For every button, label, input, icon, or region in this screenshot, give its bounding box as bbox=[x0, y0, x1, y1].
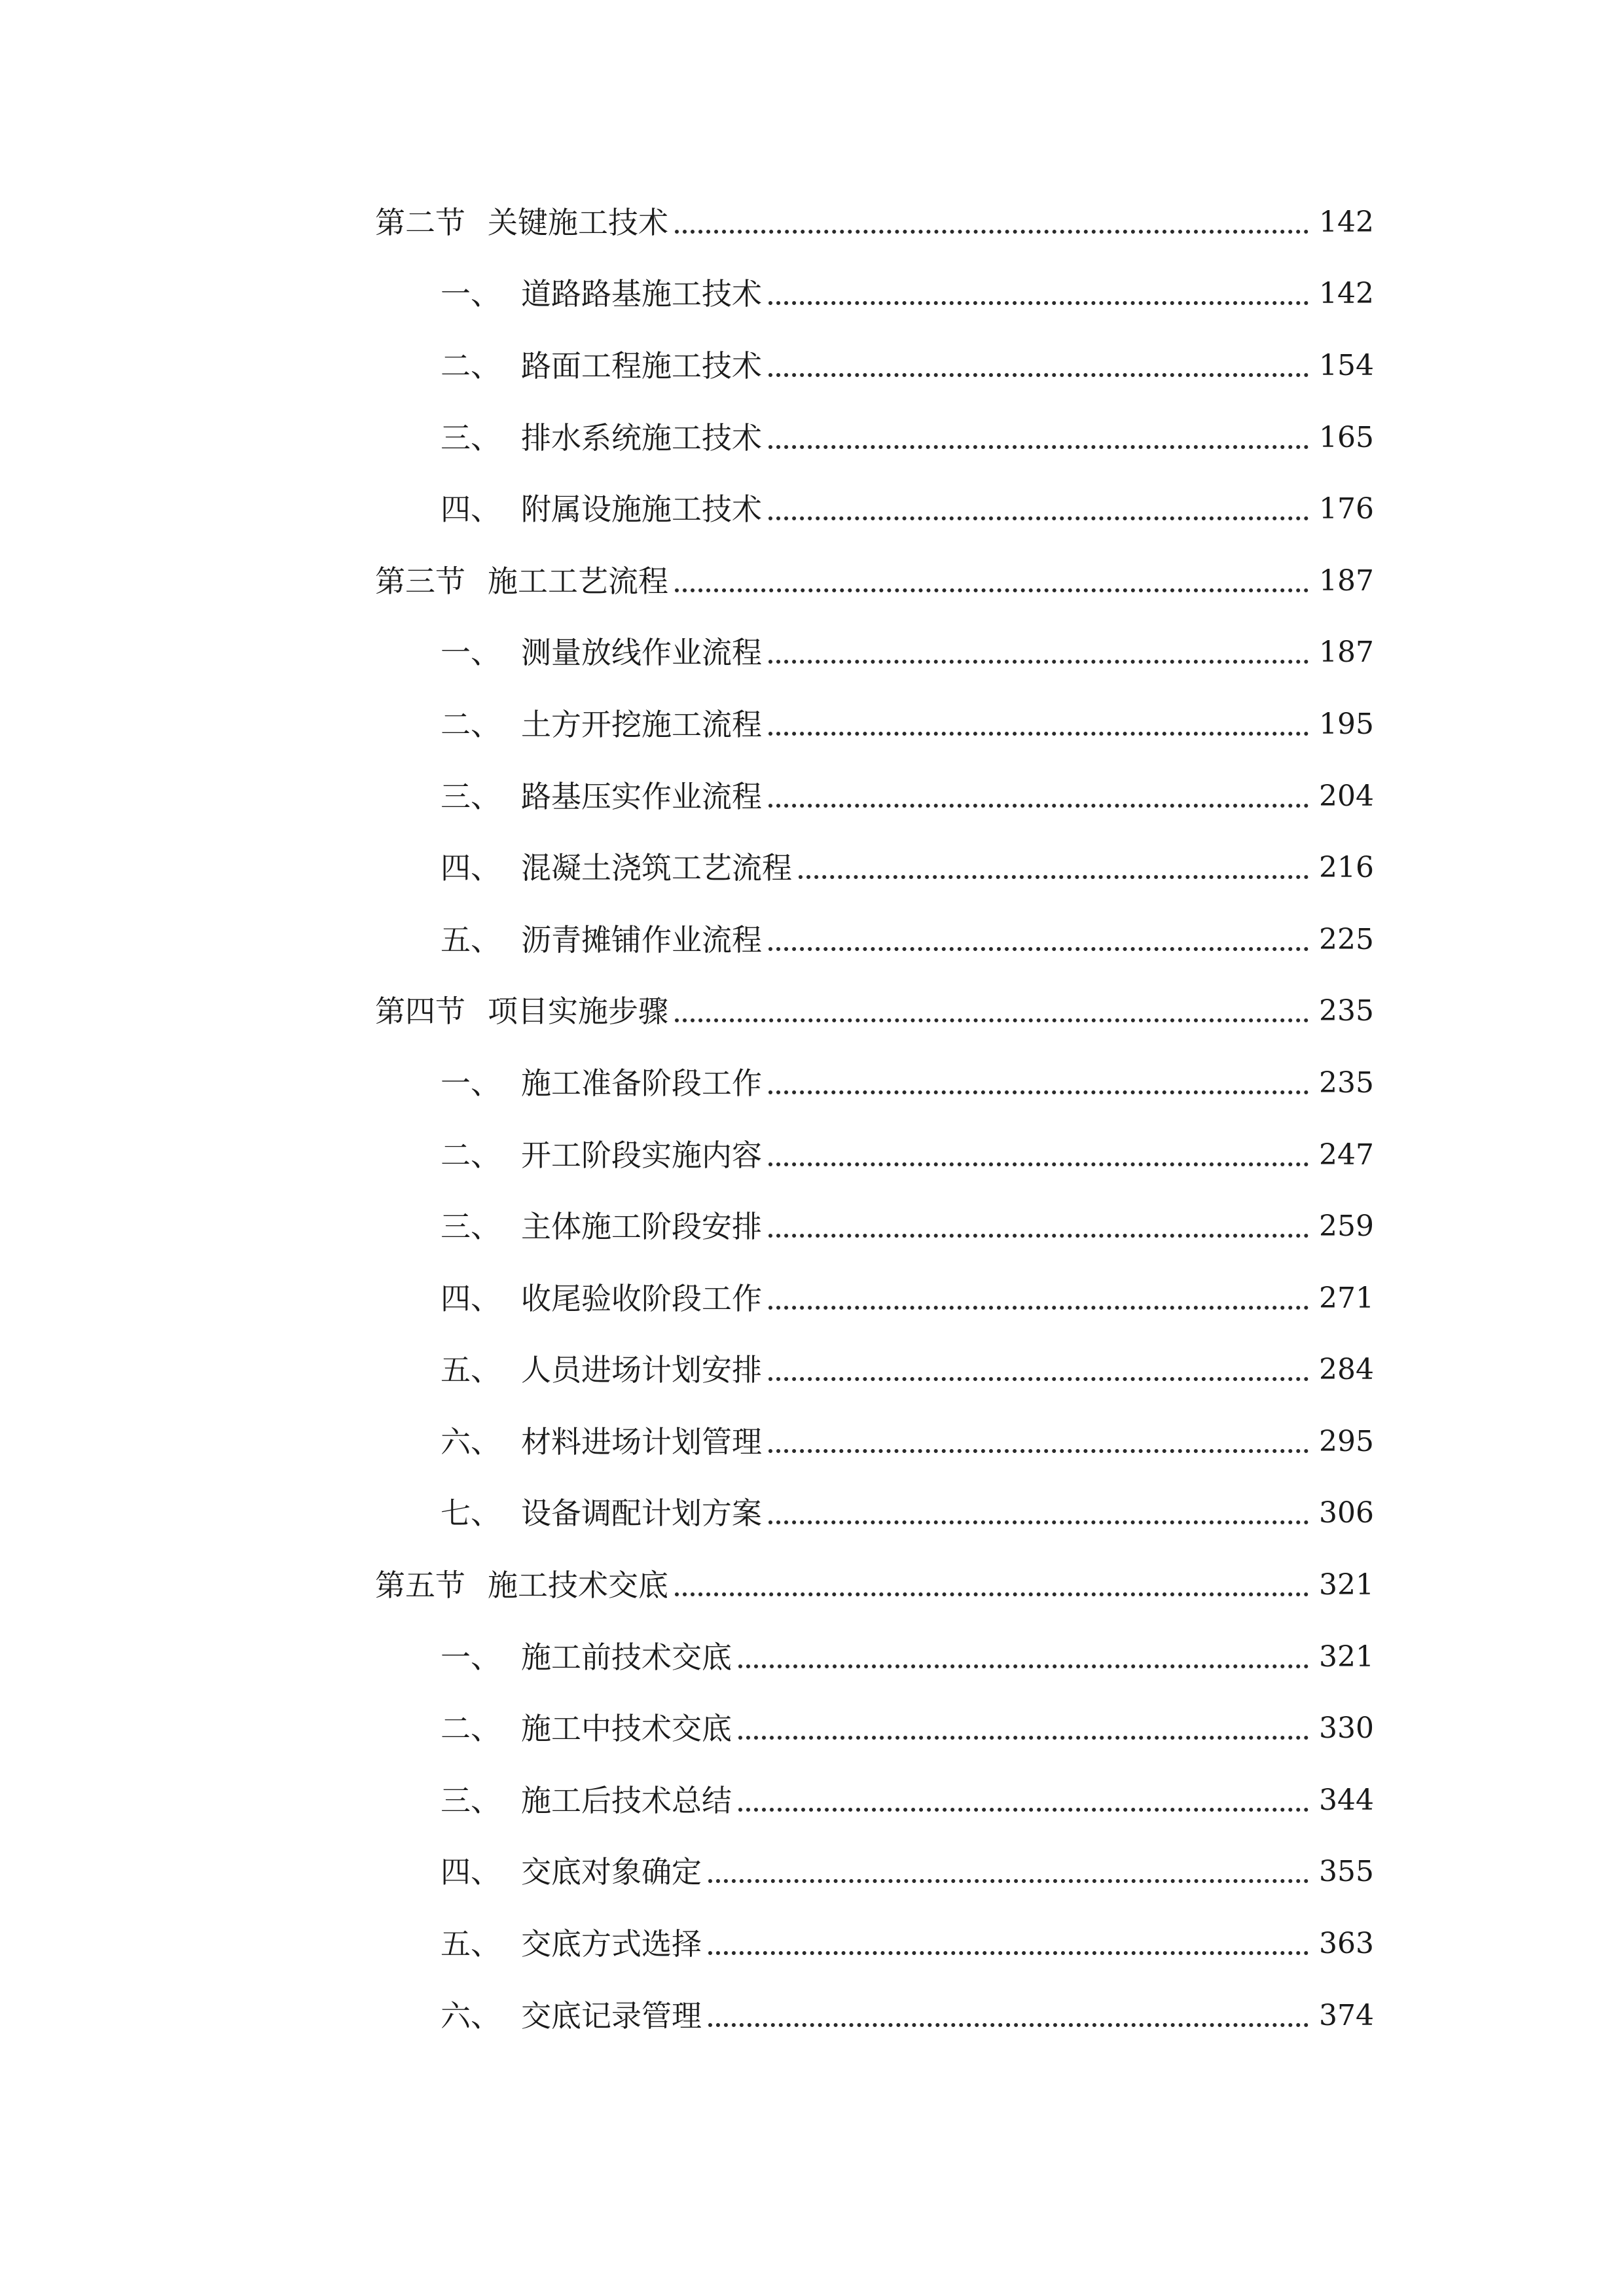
toc-entry-title: 土方开挖施工流程 bbox=[521, 709, 766, 740]
toc-entry-title: 开工阶段实施内容 bbox=[521, 1140, 766, 1170]
toc-entry-number: 二、 bbox=[441, 706, 501, 742]
toc-section-entry[interactable] bbox=[375, 187, 1374, 259]
toc-entry-title: 道路路基施工技术 bbox=[521, 279, 766, 309]
toc-subsection-entry[interactable] bbox=[375, 1478, 1374, 1550]
toc-entry-title: 路面工程施工技术 bbox=[521, 351, 766, 381]
toc-page-number: 142 bbox=[1319, 205, 1374, 239]
toc-entry-title: 施工中技术交底 bbox=[521, 1713, 736, 1744]
toc-entry-title: 排水系统施工技术 bbox=[521, 423, 766, 453]
toc-subsection-entry[interactable] bbox=[375, 259, 1374, 331]
toc-dot-leader bbox=[768, 445, 1308, 449]
toc-subsection-entry[interactable] bbox=[375, 473, 1374, 545]
toc-dot-leader bbox=[768, 301, 1308, 305]
toc-page-number: 142 bbox=[1319, 277, 1374, 311]
toc-page-number: 355 bbox=[1319, 1855, 1374, 1889]
toc-subsection-entry[interactable] bbox=[375, 1191, 1374, 1263]
toc-dot-leader bbox=[675, 230, 1308, 234]
toc-entry-number: 三、 bbox=[441, 420, 501, 456]
toc-entry-title: 主体施工阶段安排 bbox=[521, 1211, 766, 1242]
toc-dot-leader bbox=[768, 1520, 1308, 1524]
toc-subsection-entry[interactable] bbox=[375, 1335, 1374, 1407]
toc-page-number: 204 bbox=[1319, 779, 1374, 813]
toc-subsection-entry[interactable] bbox=[375, 1406, 1374, 1478]
toc-subsection-entry[interactable] bbox=[375, 1908, 1374, 1980]
toc-subsection-entry[interactable] bbox=[375, 1047, 1374, 1119]
toc-page-number: 321 bbox=[1319, 1568, 1374, 1602]
toc-dot-leader bbox=[675, 588, 1308, 592]
toc-entry-number: 二、 bbox=[441, 1137, 501, 1173]
toc-subsection-entry[interactable] bbox=[375, 689, 1374, 761]
toc-entry-title: 项目实施步骤 bbox=[488, 996, 672, 1026]
toc-page-number: 216 bbox=[1319, 851, 1374, 885]
toc-entry-number: 三、 bbox=[441, 1209, 501, 1245]
toc-page-number: 187 bbox=[1319, 636, 1374, 670]
toc-entry-title: 设备调配计划方案 bbox=[521, 1498, 766, 1528]
toc-entry-title: 交底方式选择 bbox=[521, 1929, 706, 1959]
toc-entry-number: 第二节 bbox=[375, 204, 465, 240]
toc-entry-number: 四、 bbox=[441, 492, 501, 528]
toc-page-number: 271 bbox=[1319, 1281, 1374, 1315]
toc-entry-number: 三、 bbox=[441, 778, 501, 814]
toc-page-number: 165 bbox=[1319, 420, 1374, 454]
toc-subsection-entry[interactable] bbox=[375, 402, 1374, 474]
toc-entry-number: 五、 bbox=[441, 1352, 501, 1388]
toc-entry-number: 第三节 bbox=[375, 563, 465, 599]
toc-dot-leader bbox=[799, 875, 1308, 879]
toc-page-number: 344 bbox=[1319, 1783, 1374, 1817]
toc-dot-leader bbox=[768, 1306, 1308, 1310]
toc-subsection-entry[interactable] bbox=[375, 1621, 1374, 1693]
toc-dot-leader bbox=[768, 373, 1308, 377]
toc-entry-number: 一、 bbox=[441, 1639, 501, 1675]
toc-entry-title: 交底记录管理 bbox=[521, 2001, 706, 2031]
toc-dot-leader bbox=[738, 1808, 1308, 1812]
toc-subsection-entry[interactable] bbox=[375, 617, 1374, 689]
toc-page-number: 176 bbox=[1319, 492, 1374, 526]
toc-entry-title: 人员进场计划安排 bbox=[521, 1355, 766, 1385]
toc-dot-leader bbox=[675, 1592, 1308, 1596]
toc-entry-number: 一、 bbox=[441, 1065, 501, 1101]
toc-entry-title: 施工工艺流程 bbox=[488, 566, 672, 596]
toc-entry-number: 五、 bbox=[441, 922, 501, 958]
toc-entry-title: 施工后技术总结 bbox=[521, 1785, 736, 1816]
toc-page-number: 363 bbox=[1319, 1927, 1374, 1961]
toc-entry-number: 第四节 bbox=[375, 994, 465, 1030]
toc-dot-leader bbox=[768, 1090, 1308, 1094]
toc-dot-leader bbox=[768, 516, 1308, 520]
toc-page-number: 235 bbox=[1319, 994, 1374, 1028]
toc-entry-number: 第五节 bbox=[375, 1568, 465, 1604]
toc-entry-number: 一、 bbox=[441, 635, 501, 671]
toc-section-entry[interactable] bbox=[375, 976, 1374, 1048]
toc-subsection-entry[interactable] bbox=[375, 1263, 1374, 1335]
toc-page-number: 195 bbox=[1319, 707, 1374, 741]
toc-dot-leader bbox=[768, 1234, 1308, 1238]
table-of-contents bbox=[375, 187, 1374, 2051]
toc-entry-title: 混凝土浇筑工艺流程 bbox=[521, 853, 796, 883]
toc-page-number: 306 bbox=[1319, 1496, 1374, 1530]
toc-subsection-entry[interactable] bbox=[375, 1980, 1374, 2052]
toc-subsection-entry[interactable] bbox=[375, 832, 1374, 904]
toc-entry-title: 测量放线作业流程 bbox=[521, 637, 766, 668]
toc-dot-leader bbox=[675, 1018, 1308, 1022]
toc-page-number: 247 bbox=[1319, 1138, 1374, 1172]
toc-page-number: 154 bbox=[1319, 348, 1374, 382]
toc-entry-title: 关键施工技术 bbox=[488, 207, 672, 238]
toc-page-number: 225 bbox=[1319, 922, 1374, 956]
toc-dot-leader bbox=[768, 804, 1308, 808]
toc-dot-leader bbox=[768, 1449, 1308, 1453]
toc-entry-title: 收尾验收阶段工作 bbox=[521, 1283, 766, 1314]
toc-entry-title: 施工前技术交底 bbox=[521, 1642, 736, 1672]
toc-entry-title: 路基压实作业流程 bbox=[521, 781, 766, 812]
toc-entry-number: 五、 bbox=[441, 1926, 501, 1962]
toc-section-entry[interactable] bbox=[375, 1549, 1374, 1621]
toc-entry-number: 七、 bbox=[441, 1496, 501, 1532]
toc-entry-title: 施工技术交底 bbox=[488, 1570, 672, 1600]
toc-dot-leader bbox=[738, 1664, 1308, 1668]
toc-entry-title: 施工准备阶段工作 bbox=[521, 1068, 766, 1098]
toc-dot-leader bbox=[768, 732, 1308, 736]
toc-dot-leader bbox=[708, 1879, 1308, 1883]
toc-page-number: 321 bbox=[1319, 1640, 1374, 1674]
toc-dot-leader bbox=[708, 1951, 1308, 1955]
toc-entry-number: 六、 bbox=[441, 1424, 501, 1460]
toc-entry-title: 附属设施施工技术 bbox=[521, 494, 766, 524]
toc-entry-number: 一、 bbox=[441, 276, 501, 312]
toc-page-number: 330 bbox=[1319, 1712, 1374, 1746]
toc-section-entry[interactable] bbox=[375, 545, 1374, 617]
toc-page-number: 374 bbox=[1319, 1998, 1374, 2032]
toc-dot-leader bbox=[768, 1377, 1308, 1381]
toc-subsection-entry[interactable] bbox=[375, 1693, 1374, 1765]
toc-entry-title: 沥青摊铺作业流程 bbox=[521, 925, 766, 955]
toc-dot-leader bbox=[768, 947, 1308, 951]
toc-subsection-entry[interactable] bbox=[375, 761, 1374, 833]
toc-dot-leader bbox=[768, 660, 1308, 664]
toc-subsection-entry[interactable] bbox=[375, 330, 1374, 402]
toc-entry-number: 二、 bbox=[441, 348, 501, 384]
toc-entry-number: 六、 bbox=[441, 1998, 501, 2034]
toc-subsection-entry[interactable] bbox=[375, 1765, 1374, 1837]
toc-entry-title: 材料进场计划管理 bbox=[521, 1427, 766, 1457]
toc-subsection-entry[interactable] bbox=[375, 1837, 1374, 1909]
toc-dot-leader bbox=[708, 2023, 1308, 2027]
toc-dot-leader bbox=[768, 1162, 1308, 1166]
toc-entry-number: 三、 bbox=[441, 1782, 501, 1818]
toc-entry-number: 四、 bbox=[441, 1280, 501, 1316]
toc-entry-title: 交底对象确定 bbox=[521, 1857, 706, 1887]
toc-entry-number: 二、 bbox=[441, 1711, 501, 1747]
toc-page-number: 284 bbox=[1319, 1353, 1374, 1387]
toc-page-number: 295 bbox=[1319, 1424, 1374, 1458]
toc-entry-number: 四、 bbox=[441, 1854, 501, 1890]
toc-page-number: 259 bbox=[1319, 1210, 1374, 1244]
toc-dot-leader bbox=[738, 1736, 1308, 1740]
toc-subsection-entry[interactable] bbox=[375, 904, 1374, 976]
toc-page-number: 187 bbox=[1319, 564, 1374, 598]
toc-subsection-entry[interactable] bbox=[375, 1119, 1374, 1191]
toc-entry-number: 四、 bbox=[441, 850, 501, 886]
toc-page-number: 235 bbox=[1319, 1066, 1374, 1100]
